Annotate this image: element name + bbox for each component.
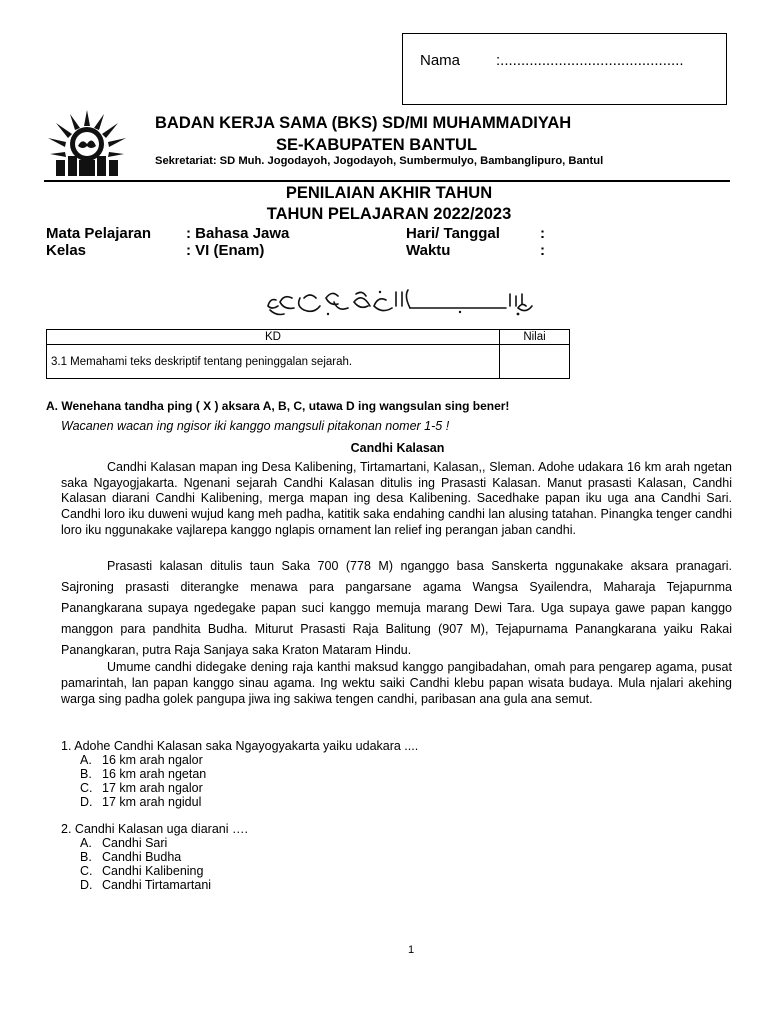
- organization-name: BADAN KERJA SAMA (BKS) SD/MI MUHAMMADIYAH: [155, 114, 572, 132]
- subject-value: : Bahasa Jawa: [186, 225, 290, 242]
- section-a-heading: A. Wenehana tandha ping ( X ) aksara A, B, C, utawa D ing wangsulan sing bener!: [46, 399, 510, 413]
- subject-label: Mata Pelajaran: [46, 225, 152, 242]
- kd-score-table: [46, 329, 570, 379]
- option-text: 16 km arah ngetan: [102, 767, 207, 781]
- class-value: : VI (Enam): [186, 242, 265, 259]
- kd-cell: 3.1 Memahami teks deskriptif tentang peninggalan sejarah.: [47, 345, 500, 379]
- answer-option[interactable]: [80, 795, 201, 809]
- name-label: Nama: [420, 52, 461, 69]
- student-name-box: [402, 33, 727, 105]
- passage-paragraph: Prasasti kalasan ditulis taun Saka 700 (778 M) nganggo basa Sanskerta nggunakake aksara pranagari. Sajroning prasasti diterangke menawa para pangarsane agama Wangsa Syailendra, Maharaja Tejapurnma Panangkarana supaya ngedegake papan suci kanggo memuja marang Dewi Tara. Uga supaya gawe papan kanggo manggon para pandhita Budha. Miturut Prasasti Raja Balitung (907 M), Tejapurnama Panangkarana yaiku Rakai Panangkaran, putra Raja Sanjaya saka Kraton Mataram Hindu.: [61, 559, 732, 658]
- muhammadiyah-logo-icon: [46, 108, 128, 178]
- option-letter: C.: [80, 781, 93, 795]
- answer-option[interactable]: [80, 753, 203, 767]
- secretariat-address: Sekretariat: SD Muh. Jogodayoh, Jogodayoh, Sumbermulyo, Bambanglipuro, Bantul: [155, 155, 604, 167]
- question-2: [61, 822, 248, 836]
- name-field[interactable]: :............................................: [496, 52, 684, 69]
- option-text: Candhi Tirtamartani: [102, 878, 212, 892]
- answer-option[interactable]: [80, 850, 181, 864]
- option-text: Candhi Sari: [102, 836, 168, 850]
- day-date-value: :: [540, 225, 545, 242]
- question-text: Candhi Kalasan uga diarani ….: [74, 822, 248, 836]
- answer-option[interactable]: [80, 781, 203, 795]
- option-text: 16 km arah ngalor: [102, 753, 203, 767]
- time-value: :: [540, 242, 545, 259]
- exam-title: PENILAIAN AKHIR TAHUN: [285, 184, 493, 202]
- answer-option[interactable]: [80, 836, 167, 850]
- day-date-label: Hari/ Tanggal: [406, 225, 500, 242]
- time-label: Waktu: [406, 242, 451, 259]
- answer-option[interactable]: [80, 767, 206, 781]
- option-letter: D.: [80, 878, 93, 892]
- option-text: 17 km arah ngidul: [102, 795, 202, 809]
- option-text: Candhi Budha: [102, 850, 182, 864]
- answer-option[interactable]: [80, 864, 203, 878]
- answer-option[interactable]: [80, 878, 211, 892]
- option-text: Candhi Kalibening: [102, 864, 204, 878]
- page-number: 1: [407, 944, 415, 956]
- question-number: 2.: [61, 822, 72, 836]
- passage-paragraph: Candhi Kalasan mapan ing Desa Kalibening, Tirtamartani, Kalasan,, Sleman. Adohe udakara 16 km arah ngetan saka Ngayogjakarta. Ngenani sejarah Candhi Kalasan ditulis ing Prasasti Kalasan. Manut prasasti Kalasan, Candhi Kalasan diarani Candhi Kalibening, merga mapan ing desa Kalibening. Sacedhake papan iku uga ana Candhi Sari. Candhi loro iku duweni wujud kang meh padha, katitik saka endahing candhi lan alusing tatahan. Pinangka tenger candhi loro iku nggunakake vajlarepa kanggo nglapis ornament lan relief ing perangan jaban candhi.: [61, 460, 732, 537]
- passage-title: Candhi Kalasan: [350, 441, 445, 455]
- organization-region: SE-KABUPATEN BANTUL: [276, 136, 478, 154]
- option-letter: A.: [80, 753, 92, 767]
- header-divider: [44, 180, 730, 182]
- option-letter: B.: [80, 767, 92, 781]
- question-text: Adohe Candhi Kalasan saka Ngayogyakarta yaiku udakara ....: [74, 739, 419, 753]
- academic-year: TAHUN PELAJARAN 2022/2023: [266, 205, 512, 223]
- question-number: 1.: [61, 739, 72, 753]
- reading-instruction: Wacanen wacan ing ngisor iki kanggo mangsuli pitakonan nomer 1-5 !: [61, 419, 450, 433]
- kd-header: KD: [47, 330, 500, 345]
- passage-paragraph: Umume candhi didegake dening raja kanthi maksud kanggo pangibadahan, omah para pengarep agama, pusat pamarintah, lan papan kanggo sinau agama. Ing wektu saiki Candhi klebu papan wisata budaya. Mula njalari akehing warga sing padha golek pangupa jiwa ing sakiwa tengen candhi, paribasan ana gula ana semut.: [61, 660, 732, 706]
- basmalah-calligraphy-icon: [260, 286, 550, 318]
- class-label: Kelas: [46, 242, 87, 259]
- option-letter: A.: [80, 836, 92, 850]
- option-text: 17 km arah ngalor: [102, 781, 203, 795]
- nilai-cell[interactable]: [500, 345, 570, 379]
- question-1: [61, 739, 418, 753]
- option-letter: B.: [80, 850, 92, 864]
- nilai-header: Nilai: [500, 330, 570, 345]
- option-letter: D.: [80, 795, 93, 809]
- option-letter: C.: [80, 864, 93, 878]
